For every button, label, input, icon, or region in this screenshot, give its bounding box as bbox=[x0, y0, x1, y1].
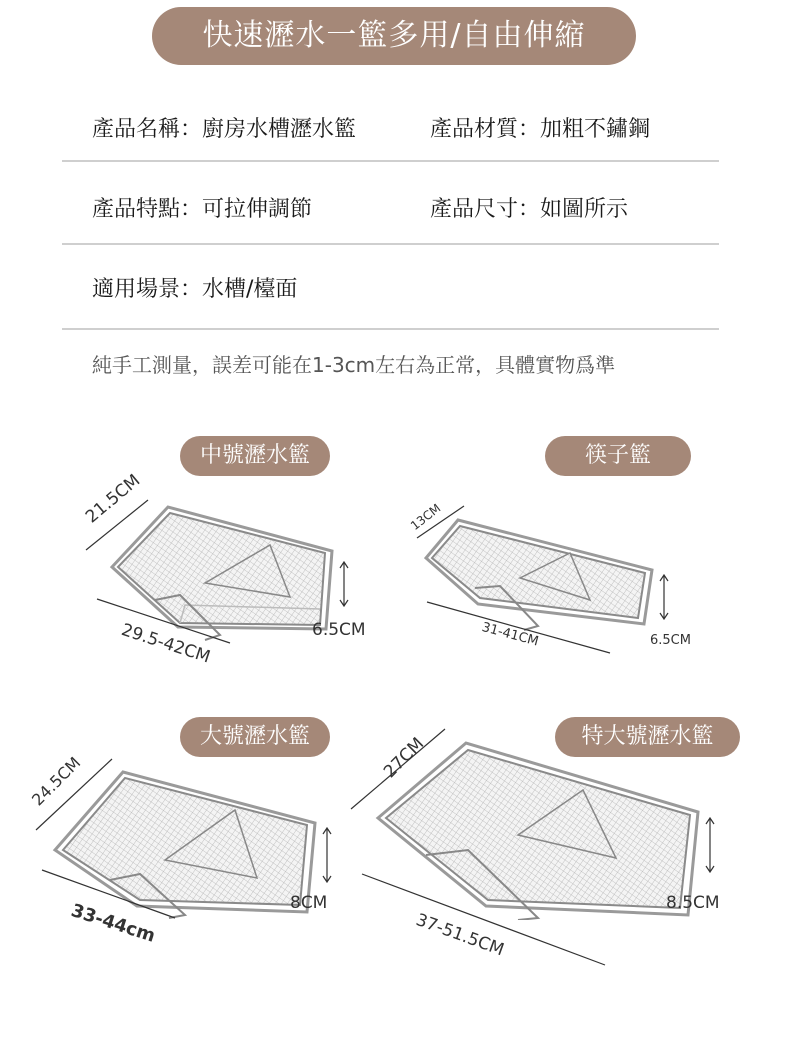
medium-height-dim: 6.5CM bbox=[312, 620, 366, 640]
height-arrow bbox=[321, 826, 333, 886]
label-chopstick-basket: 筷子籃 bbox=[545, 436, 691, 476]
spec-product-feature: 產品特點：可拉伸調節 bbox=[92, 197, 313, 222]
divider bbox=[62, 243, 719, 245]
length-arrow bbox=[425, 598, 615, 658]
spec-product-name: 產品名稱：廚房水槽瀝水籃 bbox=[92, 117, 357, 142]
title-banner: 快速瀝水一籃多用/自由伸縮 bbox=[152, 7, 636, 65]
spec-usage-scene: 適用場景：水槽/檯面 bbox=[92, 277, 298, 302]
xlarge-height-dim: 8.5CM bbox=[666, 893, 720, 913]
chopstick-width-dim: 13CM bbox=[408, 501, 444, 534]
label-medium-basket: 中號瀝水籃 bbox=[180, 436, 330, 476]
large-length-dim: 33-44cm bbox=[68, 900, 158, 947]
spec-product-size: 產品尺寸：如圖所示 bbox=[430, 197, 629, 222]
xlarge-length-dim: 37-51.5CM bbox=[413, 910, 507, 961]
large-width-dim: 24.5CM bbox=[28, 753, 85, 810]
spec-product-material: 產品材質：加粗不鏽鋼 bbox=[430, 117, 651, 142]
height-arrow bbox=[338, 560, 350, 610]
large-height-dim: 8CM bbox=[290, 893, 328, 913]
medium-width-dim: 21.5CM bbox=[82, 470, 145, 528]
medium-length-dim: 29.5-42CM bbox=[118, 620, 213, 668]
label-large-basket: 大號瀝水籃 bbox=[180, 717, 330, 757]
xlarge-width-dim: 27CM bbox=[380, 733, 429, 783]
measurement-note: 純手工測量，誤差可能在1-3cm左右為正常，具體實物爲準 bbox=[92, 353, 616, 377]
divider bbox=[62, 160, 719, 162]
chopstick-height-dim: 6.5CM bbox=[650, 633, 691, 648]
divider bbox=[62, 328, 719, 330]
label-xlarge-basket: 特大號瀝水籃 bbox=[555, 717, 740, 757]
height-arrow bbox=[704, 816, 716, 876]
chopstick-length-dim: 31-41CM bbox=[480, 620, 541, 650]
height-arrow bbox=[658, 573, 670, 623]
